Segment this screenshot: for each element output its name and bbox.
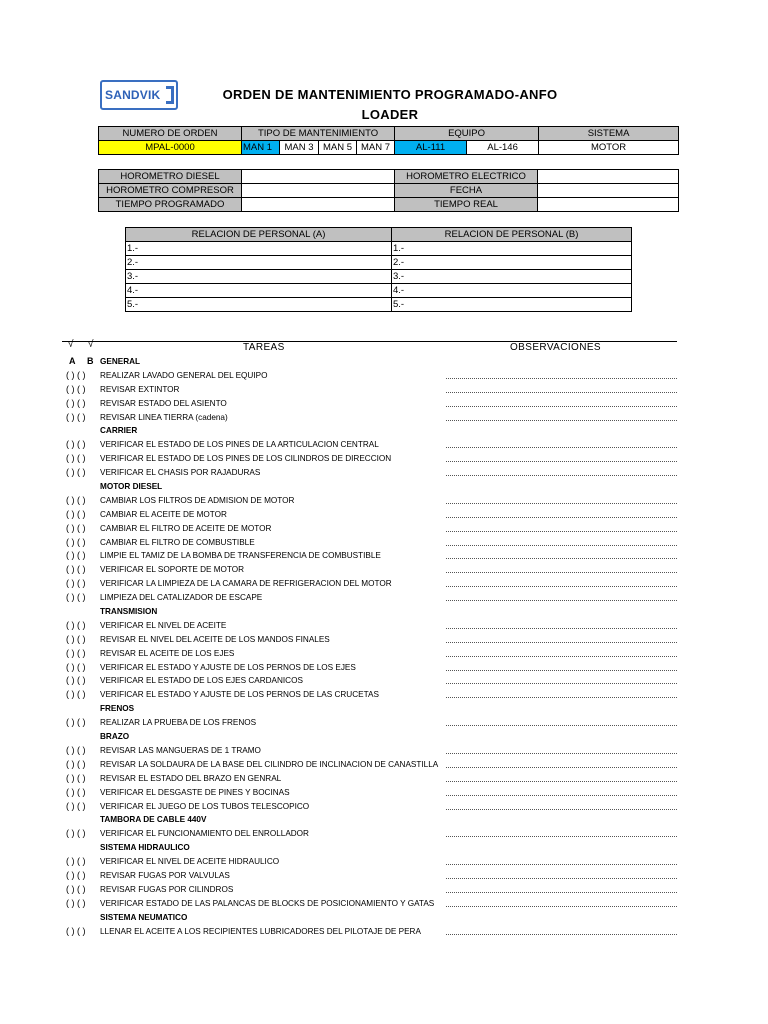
section-heading [0,813,768,827]
task-text: REVISAR EL ACEITE DE LOS EJES [100,648,235,658]
task-text: REVISAR LINEA TIERRA (cadena) [100,412,228,422]
task-row [0,744,768,758]
observation-line[interactable] [446,767,677,768]
task-row [0,688,768,702]
observation-line[interactable] [446,642,677,643]
task-row [0,869,768,883]
task-row [0,397,768,411]
observation-line[interactable] [446,753,677,754]
task-checkboxes[interactable]: ( ) ( ) [66,856,86,867]
horometro-compresor-field[interactable] [242,184,395,198]
task-text: CAMBIAR EL FILTRO DE COMBUSTIBLE [100,537,255,547]
task-row [0,369,768,383]
column-a-label: A [69,356,76,366]
task-text: VERIFICAR EL ESTADO DE LOS PINES DE LOS CILINDROS DE DIRECCION [100,454,392,464]
section-title: CARRIER [100,426,138,436]
task-checkboxes[interactable]: ( ) ( ) [66,897,86,908]
observation-line[interactable] [446,836,677,837]
label-horometro-diesel: HOROMETRO DIESEL [99,170,242,184]
task-text: VERIFICAR EL SOPORTE DE MOTOR [100,565,245,575]
task-text: VERIFICAR EL ESTADO Y AJUSTE DE LOS PERNOS DE LOS EJES [100,662,356,672]
observation-line[interactable] [446,892,677,893]
column-b-label: B [87,356,94,366]
section-heading [0,424,768,438]
sandvik-logo [100,80,178,110]
task-checkboxes[interactable]: ( ) ( ) [66,453,86,464]
personnel-a-row[interactable]: 4.- [126,284,392,298]
task-row [0,536,768,550]
task-text: REALIZAR LAVADO GENERAL DEL EQUIPO [100,370,268,380]
task-row [0,786,768,800]
task-checkboxes[interactable]: ( ) ( ) [66,592,86,603]
task-row [0,800,768,814]
task-checkboxes[interactable]: ( ) ( ) [66,772,86,783]
task-row [0,438,768,452]
header-equipment: EQUIPO [395,127,539,141]
personnel-header-a: RELACION DE PERSONAL (A) [126,228,392,242]
tiempo-real-field[interactable] [538,198,679,212]
section-heading [0,480,768,494]
task-checkboxes[interactable]: ( ) ( ) [66,383,86,394]
system-value[interactable]: MOTOR [539,141,679,155]
maintenance-type-man5[interactable]: MAN 5 [319,141,357,155]
label-tiempo-real: TIEMPO REAL [395,198,538,212]
observation-line[interactable] [446,572,677,573]
task-checkboxes[interactable]: ( ) ( ) [66,800,86,811]
section-title: GENERAL [100,357,141,366]
section-heading [0,355,768,369]
task-row [0,619,768,633]
task-row [0,772,768,786]
section-heading [0,841,768,855]
task-row [0,758,768,772]
task-text: REVISAR LAS MANGUERAS DE 1 TRAMO [100,745,261,755]
task-row [0,897,768,911]
observation-line[interactable] [446,656,677,657]
task-text: VERIFICAR EL ESTADO Y AJUSTE DE LOS PERNOS DE LAS CRUCETAS [100,690,379,700]
task-checkboxes[interactable]: ( ) ( ) [66,883,86,894]
task-checkboxes[interactable]: ( ) ( ) [66,828,86,839]
section-title: SISTEMA NEUMATICO [100,912,188,922]
task-row [0,508,768,522]
task-checkboxes[interactable]: ( ) ( ) [66,786,86,797]
label-horometro-electrico: HOROMETRO ELECTRICO [395,170,538,184]
task-checkboxes[interactable]: ( ) ( ) [66,439,86,450]
observation-line[interactable] [446,586,677,587]
section-title: TAMBORA DE CABLE 440V [100,815,207,825]
task-checkboxes[interactable]: ( ) ( ) [66,619,86,630]
task-text: REVISAR EXTINTOR [100,384,180,394]
observation-line[interactable] [446,878,677,879]
observaciones-heading: OBSERVACIONES [510,342,601,353]
task-text: VERIFICAR EL ESTADO DE LOS EJES CARDANICOS [100,676,303,686]
tiempo-programado-field[interactable] [242,198,395,212]
task-checkboxes[interactable]: ( ) ( ) [66,578,86,589]
tareas-heading: TAREAS [243,342,285,353]
task-checkboxes[interactable]: ( ) ( ) [66,717,86,728]
meters-table [98,169,679,212]
horometro-electrico-field[interactable] [538,170,679,184]
task-text: VERIFICAR EL JUEGO DE LOS TUBOS TELESCOPICO [100,801,310,811]
observation-line[interactable] [446,934,677,935]
header-maintenance-type: TIPO DE MANTENIMIENTO [242,127,395,141]
task-row [0,855,768,869]
task-checkboxes[interactable]: ( ) ( ) [66,467,86,478]
section-heading [0,702,768,716]
horometro-diesel-field[interactable] [242,170,395,184]
order-table [98,126,679,155]
task-row [0,647,768,661]
task-list [0,355,768,938]
task-row [0,411,768,425]
header-system: SISTEMA [539,127,679,141]
task-checkboxes[interactable]: ( ) ( ) [66,661,86,672]
task-text: CAMBIAR EL FILTRO DE ACEITE DE MOTOR [100,523,272,533]
task-row [0,591,768,605]
personnel-b-row[interactable]: 4.- [392,284,632,298]
task-text: LIMPIEZA DEL CATALIZADOR DE ESCAPE [100,593,263,603]
check-b-icon: √ [88,339,94,350]
task-checkboxes[interactable]: ( ) ( ) [66,536,86,547]
observation-line[interactable] [446,628,677,629]
task-checkboxes[interactable]: ( ) ( ) [66,744,86,755]
task-row [0,577,768,591]
task-row [0,466,768,480]
task-text: VERIFICAR EL CHASIS POR RAJADURAS [100,468,261,478]
observation-line[interactable] [446,725,677,726]
observation-line[interactable] [446,781,677,782]
fecha-field[interactable] [538,184,679,198]
equipment-al111[interactable]: AL-111 [395,141,467,155]
task-row [0,674,768,688]
personnel-b-row[interactable]: 3.- [392,270,632,284]
observation-line[interactable] [446,545,677,546]
task-text: VERIFICAR EL ESTADO DE LOS PINES DE LA ARTICULACION CENTRAL [100,440,379,450]
task-text: LLENAR EL ACEITE A LOS RECIPIENTES LUBRICADORES DEL PILOTAJE DE PERA [100,926,421,936]
task-checkboxes[interactable]: ( ) ( ) [66,869,86,880]
observation-line[interactable] [446,420,677,421]
task-text: CAMBIAR EL ACEITE DE MOTOR [100,509,227,519]
observation-line[interactable] [446,517,677,518]
personnel-b-row[interactable]: 1.- [392,242,632,256]
section-heading [0,605,768,619]
task-text: REALIZAR LA PRUEBA DE LOS FRENOS [100,718,257,728]
label-tiempo-programado: TIEMPO PROGRAMADO [99,198,242,212]
label-horometro-compresor: HOROMETRO COMPRESOR [99,184,242,198]
task-text: REVISAR LA SOLDAURA DE LA BASE DEL CILINDRO DE INCLINACION DE CANASTILLA [100,759,439,769]
task-row [0,563,768,577]
label-fecha: FECHA [395,184,538,198]
task-text: VERIFICAR EL NIVEL DE ACEITE HIDRAULICO [100,857,280,867]
task-text: REVISAR FUGAS POR VALVULAS [100,870,230,880]
task-text: VERIFICAR EL NIVEL DE ACEITE [100,620,227,630]
observation-line[interactable] [446,475,677,476]
personnel-b-row[interactable]: 2.- [392,256,632,270]
task-text: REVISAR EL NIVEL DEL ACEITE DE LOS MANDOS FINALES [100,634,330,644]
header-order-number: NUMERO DE ORDEN [99,127,242,141]
task-checkboxes[interactable]: ( ) ( ) [66,522,86,533]
observation-line[interactable] [446,447,677,448]
task-row [0,522,768,536]
observation-line[interactable] [446,461,677,462]
maintenance-type-man1[interactable]: MAN 1 [242,141,280,155]
order-number-value[interactable]: MPAL-0000 [99,141,242,155]
personnel-a-row[interactable]: 3.- [126,270,392,284]
task-text: VERIFICAR LA LIMPIEZA DE LA CAMARA DE REFRIGERACION DEL MOTOR [100,579,392,589]
task-checkboxes[interactable]: ( ) ( ) [66,550,86,561]
task-checkboxes[interactable]: ( ) ( ) [66,647,86,658]
task-row [0,925,768,939]
check-a-icon: √ [68,339,74,350]
personnel-table [125,227,632,312]
document-subtitle: LOADER [361,107,419,122]
observation-line[interactable] [446,795,677,796]
section-title: SISTEMA HIDRAULICO [100,843,190,853]
observation-line[interactable] [446,558,677,559]
observation-line[interactable] [446,809,677,810]
task-row [0,827,768,841]
task-text: REVISAR ESTADO DEL ASIENTO [100,398,227,408]
task-checkboxes[interactable]: ( ) ( ) [66,494,86,505]
task-checkboxes[interactable]: ( ) ( ) [66,675,86,686]
document-title: ORDEN DE MANTENIMIENTO PROGRAMADO-ANFO [222,87,558,102]
task-checkboxes[interactable]: ( ) ( ) [66,411,86,422]
observation-line[interactable] [446,906,677,907]
section-heading [0,911,768,925]
task-checkboxes[interactable]: ( ) ( ) [66,689,86,700]
task-checkboxes[interactable]: ( ) ( ) [66,369,86,380]
observation-line[interactable] [446,406,677,407]
task-row [0,549,768,563]
logo-mark-icon [166,86,174,104]
observation-line[interactable] [446,864,677,865]
task-checkboxes[interactable]: ( ) ( ) [66,397,86,408]
maintenance-type-man7[interactable]: MAN 7 [357,141,395,155]
observation-line[interactable] [446,600,677,601]
task-checkboxes[interactable]: ( ) ( ) [66,758,86,769]
observation-line[interactable] [446,697,677,698]
section-title: FRENOS [100,704,135,714]
task-text: VERIFICAR ESTADO DE LAS PALANCAS DE BLOCKS DE POSICIONAMIENTO Y GATAS [100,898,435,908]
personnel-b-row[interactable]: 5.- [392,298,632,312]
task-checkboxes[interactable]: ( ) ( ) [66,564,86,575]
task-row [0,661,768,675]
task-row [0,633,768,647]
section-heading [0,730,768,744]
observation-line[interactable] [446,503,677,504]
personnel-a-row[interactable]: 2.- [126,256,392,270]
personnel-header-b: RELACION DE PERSONAL (B) [392,228,632,242]
maintenance-type-man3[interactable]: MAN 3 [280,141,319,155]
section-title: BRAZO [100,732,130,742]
task-checkboxes[interactable]: ( ) ( ) [66,925,86,936]
task-checkboxes[interactable]: ( ) ( ) [66,508,86,519]
personnel-a-row[interactable]: 1.- [126,242,392,256]
task-text: VERIFICAR EL FUNCIONAMIENTO DEL ENROLLADOR [100,829,309,839]
personnel-a-row[interactable]: 5.- [126,298,392,312]
task-text: REVISAR EL ESTADO DEL BRAZO EN GENRAL [100,773,282,783]
logo-text: SANDVIK [105,88,161,102]
task-row [0,452,768,466]
equipment-al146[interactable]: AL-146 [467,141,539,155]
observation-line[interactable] [446,531,677,532]
task-row [0,883,768,897]
task-text: REVISAR FUGAS POR CILINDROS [100,884,234,894]
section-title: MOTOR DIESEL [100,482,163,492]
observation-line[interactable] [446,670,677,671]
task-row [0,494,768,508]
observation-line[interactable] [446,392,677,393]
task-text: VERIFICAR EL DESGASTE DE PINES Y BOCINAS [100,787,290,797]
section-title: TRANSMISION [100,607,158,617]
task-text: LIMPIE EL TAMIZ DE LA BOMBA DE TRANSFERENCIA DE COMBUSTIBLE [100,551,381,561]
task-checkboxes[interactable]: ( ) ( ) [66,633,86,644]
observation-line[interactable] [446,683,677,684]
task-row [0,383,768,397]
observation-line[interactable] [446,378,677,379]
task-text: CAMBIAR LOS FILTROS DE ADMISION DE MOTOR [100,495,295,505]
task-row [0,716,768,730]
